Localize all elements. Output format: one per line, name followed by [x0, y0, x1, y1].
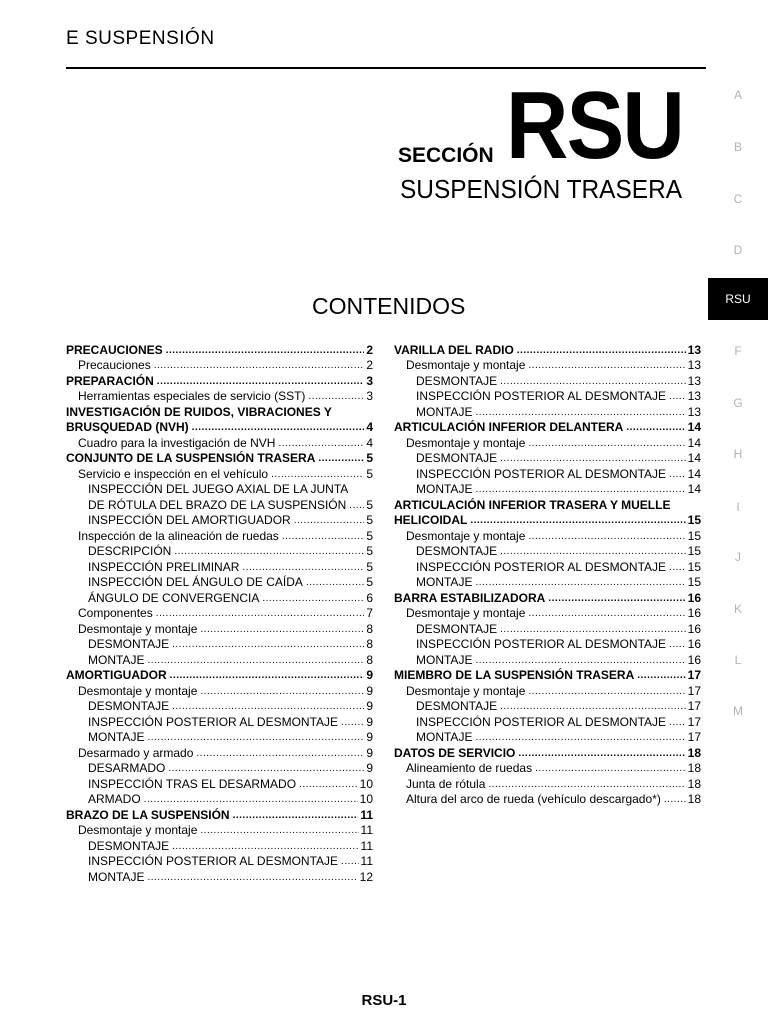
section-title: SUSPENSIÓN TRASERA	[400, 174, 683, 204]
toc-entry[interactable]	[394, 637, 701, 653]
toc-dot-leader	[500, 703, 686, 711]
toc-entry-title: DESARMADO	[88, 761, 166, 775]
toc-entry[interactable]	[394, 528, 701, 544]
toc-entry-title: INSPECCIÓN POSTERIOR AL DESMONTAJE	[88, 854, 339, 868]
toc-entry[interactable]	[394, 389, 701, 405]
toc-page-number: 4	[366, 420, 373, 434]
toc-dot-leader	[664, 796, 686, 804]
toc-page-number: 10	[359, 792, 373, 806]
toc-entry[interactable]	[66, 404, 373, 420]
toc-dot-leader	[500, 626, 686, 634]
toc-page-number: 9	[366, 699, 373, 713]
toc-page-number: 10	[359, 776, 373, 791]
toc-entry[interactable]	[394, 792, 701, 808]
toc-entry[interactable]	[66, 513, 373, 529]
toc-entry[interactable]	[394, 575, 701, 591]
toc-entry-title: BRUSQUEDAD (NVH)	[66, 420, 189, 434]
toc-page-number: 17	[687, 699, 701, 713]
toc-dot-leader	[669, 719, 686, 727]
toc-page-number: 5	[366, 497, 373, 512]
toc-entry[interactable]	[394, 683, 701, 699]
toc-page-number: 16	[687, 637, 701, 651]
toc-page-number: 18	[687, 761, 701, 775]
toc-entry[interactable]	[66, 358, 373, 374]
toc-entry-title: HELICOIDAL	[394, 513, 468, 527]
toc-entry-title: Cuadro para la investigación de NVH	[78, 435, 276, 450]
toc-entry-title: Desmontaje y montaje	[406, 683, 526, 698]
toc-entry[interactable]	[394, 761, 701, 777]
toc-entry-title: INSPECCIÓN DEL ÁNGULO DE CAÍDA	[88, 575, 303, 589]
toc-dot-leader	[172, 641, 364, 649]
toc-entry[interactable]	[66, 482, 373, 498]
toc-dot-leader	[500, 455, 686, 463]
toc-dot-leader	[517, 347, 686, 355]
toc-page-number: 13	[687, 373, 701, 388]
toc-dot-leader	[147, 657, 364, 665]
toc-dot-leader	[299, 781, 358, 789]
toc-entry[interactable]	[66, 420, 373, 436]
toc-left-column	[66, 342, 373, 885]
toc-dot-leader	[308, 393, 364, 401]
toc-page-number: 3	[366, 389, 373, 403]
toc-entry[interactable]	[394, 513, 701, 529]
toc-dot-leader	[262, 595, 364, 603]
toc-page-number: 5	[366, 559, 373, 574]
toc-entry-title: DESMONTAJE	[416, 373, 498, 388]
toc-dot-leader	[172, 843, 358, 851]
toc-entry-title: DATOS DE SERVICIO	[394, 745, 516, 760]
section-tab-f[interactable]: F	[734, 344, 742, 358]
toc-dot-leader	[626, 424, 685, 432]
toc-entry-title: Desmontaje y montaje	[406, 435, 526, 450]
toc-dot-leader	[500, 378, 686, 386]
toc-entry-title: ARMADO	[88, 792, 141, 806]
toc-entry[interactable]	[394, 699, 701, 715]
toc-entry-title: BRAZO DE LA SUSPENSIÓN	[66, 807, 230, 822]
toc-entry[interactable]	[394, 590, 701, 606]
toc-entry-title: BARRA ESTABILIZADORA	[394, 590, 546, 605]
toc-dot-leader	[156, 610, 365, 618]
toc-entry-title: DESCRIPCIÓN	[88, 544, 172, 558]
toc-entry[interactable]	[66, 342, 373, 358]
toc-entry[interactable]	[66, 544, 373, 560]
toc-dot-leader	[475, 579, 685, 587]
toc-entry-title: DESMONTAJE	[88, 699, 170, 713]
toc-page-number: 8	[366, 652, 373, 667]
toc-entry[interactable]	[394, 497, 701, 513]
toc-entry[interactable]	[394, 745, 701, 761]
toc-entry[interactable]	[394, 668, 701, 684]
toc-entry[interactable]	[66, 776, 373, 792]
toc-page-number: 14	[687, 466, 701, 481]
toc-page-number: 9	[366, 714, 373, 729]
toc-entry-title: INSPECCIÓN POSTERIOR AL DESMONTAJE	[416, 637, 667, 651]
toc-entry-title: MONTAJE	[416, 652, 473, 667]
toc-page-number: 5	[366, 544, 373, 558]
toc-page-number: 9	[366, 668, 373, 682]
toc-dot-leader	[282, 533, 365, 541]
toc-entry-title: Componentes	[78, 606, 153, 620]
toc-dot-leader	[200, 626, 364, 634]
toc-page-number: 5	[366, 513, 373, 527]
toc-entry[interactable]	[66, 652, 373, 668]
toc-dot-leader	[669, 564, 686, 572]
toc-page-number: 5	[366, 451, 373, 465]
toc-entry-title: INSPECCIÓN DEL JUEGO AXIAL DE LA JUNTA	[88, 482, 349, 496]
toc-entry-title: Servicio e inspección en el vehículo	[78, 466, 269, 481]
toc-entry[interactable]	[66, 854, 373, 870]
toc-entry[interactable]	[66, 714, 373, 730]
toc-entry[interactable]	[66, 373, 373, 389]
toc-entry-title: Inspección de la alineación de ruedas	[78, 528, 279, 543]
toc-entry[interactable]	[394, 451, 701, 467]
toc-page-number: 17	[687, 730, 701, 744]
toc-page-number: 9	[366, 761, 373, 775]
toc-page-number: 15	[687, 513, 701, 527]
toc-entry-title: DESMONTAJE	[416, 544, 498, 558]
toc-entry[interactable]	[66, 497, 373, 513]
toc-dot-leader	[192, 424, 365, 432]
toc-dot-leader	[475, 657, 685, 665]
toc-page-number: 11	[360, 854, 373, 868]
toc-entry[interactable]	[66, 451, 373, 467]
toc-dot-leader	[242, 564, 364, 572]
toc-page-number: 2	[366, 358, 373, 372]
toc-entry[interactable]	[394, 544, 701, 560]
toc-page-number: 5	[366, 575, 373, 589]
seccion-label: SECCIÓN	[398, 144, 494, 167]
toc-dot-leader	[306, 579, 364, 587]
toc-dot-leader	[349, 502, 364, 510]
toc-page-number: 9	[366, 730, 373, 744]
toc-entry-title: Junta de rótula	[406, 776, 486, 791]
toc-entry[interactable]	[66, 559, 373, 575]
toc-page-number: 8	[366, 637, 373, 651]
toc-entry[interactable]	[66, 575, 373, 591]
toc-dot-leader	[271, 471, 364, 479]
toc-entry-title: DESMONTAJE	[88, 637, 170, 651]
toc-entry-title: Desarmado y armado	[78, 745, 194, 760]
toc-dot-leader	[147, 874, 357, 882]
toc-page-number: 17	[687, 668, 701, 682]
toc-page-number: 13	[687, 404, 701, 419]
toc-entry-title: DE RÓTULA DEL BRAZO DE LA SUSPENSIÓN	[88, 497, 347, 512]
toc-dot-leader	[475, 486, 685, 494]
toc-entry[interactable]	[66, 389, 373, 405]
toc-dot-leader	[518, 750, 685, 758]
toc-page-number: 15	[687, 575, 701, 589]
toc-entry-title: VARILLA DEL RADIO	[394, 342, 514, 357]
toc-entry[interactable]	[66, 606, 373, 622]
toc-entry-title: INSPECCIÓN POSTERIOR AL DESMONTAJE	[88, 714, 339, 729]
toc-page-number: 3	[366, 373, 373, 388]
toc-entry[interactable]	[394, 776, 701, 792]
toc-entry-title: MONTAJE	[88, 652, 145, 667]
toc-entry[interactable]	[66, 637, 373, 653]
toc-entry-title: DESMONTAJE	[416, 621, 498, 636]
toc-entry[interactable]	[66, 792, 373, 808]
toc-entry-title: Desmontaje y montaje	[406, 606, 526, 620]
toc-entry-title: MONTAJE	[88, 869, 145, 884]
toc-entry[interactable]	[66, 807, 373, 823]
toc-entry[interactable]	[394, 730, 701, 746]
toc-dot-leader	[470, 517, 685, 525]
toc-dot-leader	[535, 765, 686, 773]
toc-entry-title: ARTICULACIÓN INFERIOR DELANTERA	[394, 420, 624, 434]
toc-page-number: 14	[687, 420, 701, 434]
toc-page-number: 13	[687, 389, 701, 403]
toc-dot-leader	[669, 471, 686, 479]
toc-page-number: 2	[366, 342, 373, 357]
toc-entry-title: MIEMBRO DE LA SUSPENSIÓN TRASERA	[394, 668, 635, 682]
toc-right-column	[394, 342, 701, 807]
section-tab-h[interactable]: H	[733, 447, 743, 461]
toc-dot-leader	[669, 393, 686, 401]
toc-dot-leader	[168, 765, 364, 773]
toc-page-number: 14	[687, 482, 701, 496]
toc-page-number: 8	[366, 621, 373, 636]
toc-dot-leader	[166, 347, 365, 355]
toc-page-number: 17	[687, 714, 701, 729]
toc-page-number: 16	[687, 652, 701, 667]
toc-entry-title: INSPECCIÓN PRELIMINAR	[88, 559, 240, 574]
toc-dot-leader	[637, 672, 685, 680]
section-tab-m[interactable]: M	[733, 704, 743, 718]
toc-page-number: 5	[366, 466, 373, 481]
toc-dot-leader	[278, 440, 364, 448]
toc-page-number: 11	[360, 823, 373, 837]
toc-entry-title: INVESTIGACIÓN DE RUIDOS, VIBRACIONES Y	[66, 404, 332, 419]
toc-page-number: 17	[687, 683, 701, 698]
toc-entry-title: INSPECCIÓN POSTERIOR AL DESMONTAJE	[416, 559, 667, 574]
section-tabs	[708, 80, 768, 740]
toc-page-number: 14	[687, 435, 701, 450]
toc-dot-leader	[528, 533, 685, 541]
toc-dot-leader	[196, 750, 364, 758]
toc-page-number: 13	[687, 342, 701, 357]
section-header: E SUSPENSIÓN	[66, 28, 215, 49]
toc-page-number: 15	[687, 544, 701, 558]
toc-entry-title: MONTAJE	[416, 482, 473, 496]
toc-entry[interactable]	[394, 606, 701, 622]
toc-dot-leader	[528, 610, 685, 618]
toc-dot-leader	[172, 703, 364, 711]
toc-entry[interactable]	[66, 823, 373, 839]
toc-entry[interactable]	[394, 358, 701, 374]
section-tab-a[interactable]: A	[733, 88, 742, 102]
toc-entry-title: MONTAJE	[88, 730, 145, 744]
toc-entry[interactable]	[66, 761, 373, 777]
toc-dot-leader	[157, 378, 365, 386]
toc-dot-leader	[174, 548, 364, 556]
toc-page-number: 7	[366, 606, 373, 620]
toc-entry-title: INSPECCIÓN TRAS EL DESARMADO	[88, 776, 297, 791]
toc-entry-title: INSPECCIÓN POSTERIOR AL DESMONTAJE	[416, 714, 667, 729]
toc-dot-leader	[488, 781, 685, 789]
toc-entry[interactable]	[394, 373, 701, 389]
toc-page-number: 6	[366, 590, 373, 605]
toc-dot-leader	[528, 362, 685, 370]
toc-dot-leader	[294, 517, 365, 525]
toc-dot-leader	[170, 672, 365, 680]
header-rule	[66, 67, 706, 69]
toc-entry-title: PREPARACIÓN	[66, 373, 154, 388]
section-tab-g[interactable]: G	[733, 396, 743, 410]
toc-dot-leader	[200, 827, 358, 835]
toc-entry-title: Precauciones	[78, 358, 151, 372]
toc-dot-leader	[528, 440, 685, 448]
toc-dot-leader	[154, 362, 365, 370]
toc-page-number: 16	[687, 621, 701, 636]
toc-entry-title: Herramientas especiales de servicio (SST)	[78, 389, 306, 403]
toc-page-number: 5	[366, 528, 373, 543]
toc-entry-title: INSPECCIÓN POSTERIOR AL DESMONTAJE	[416, 466, 667, 481]
toc-entry-title: MONTAJE	[416, 404, 473, 419]
section-tab-rsu[interactable]: RSU	[708, 278, 768, 320]
toc-entry[interactable]	[66, 869, 373, 885]
toc-entry-title: Desmontaje y montaje	[78, 683, 198, 698]
toc-entry-title: INSPECCIÓN POSTERIOR AL DESMONTAJE	[416, 389, 667, 403]
toc-dot-leader	[233, 812, 359, 820]
toc-dot-leader	[475, 409, 685, 417]
toc-entry-title: Desmontaje y montaje	[78, 823, 198, 837]
section-tab-c[interactable]: C	[733, 192, 743, 206]
toc-entry[interactable]	[394, 482, 701, 498]
toc-page-number: 18	[687, 792, 701, 806]
toc-entry[interactable]	[66, 621, 373, 637]
toc-entry[interactable]	[66, 528, 373, 544]
toc-entry[interactable]	[66, 590, 373, 606]
toc-dot-leader	[318, 455, 364, 463]
toc-entry-title: INSPECCIÓN DEL AMORTIGUADOR	[88, 513, 291, 527]
toc-entry-title: DESMONTAJE	[88, 838, 170, 853]
toc-entry[interactable]	[394, 621, 701, 637]
toc-entry-title: ÁNGULO DE CONVERGENCIA	[88, 590, 260, 605]
toc-dot-leader	[341, 719, 364, 727]
toc-dot-leader	[528, 688, 685, 696]
toc-entry[interactable]	[394, 559, 701, 575]
section-tab-i[interactable]: I	[736, 500, 740, 514]
toc-page-number: 18	[687, 776, 701, 791]
toc-dot-leader	[475, 734, 685, 742]
toc-entry-title: MONTAJE	[416, 730, 473, 744]
toc-dot-leader	[144, 796, 358, 804]
toc-entry-title: ARTICULACIÓN INFERIOR TRASERA Y MUELLE	[394, 497, 671, 512]
section-tab-l[interactable]: L	[734, 653, 742, 667]
toc-dot-leader	[341, 858, 358, 866]
toc-dot-leader	[147, 734, 364, 742]
toc-entry-title: Desmontaje y montaje	[78, 621, 198, 636]
toc-entry-title: DESMONTAJE	[416, 699, 498, 713]
toc-entry[interactable]	[66, 699, 373, 715]
toc-entry[interactable]	[66, 466, 373, 482]
toc-entry[interactable]	[394, 435, 701, 451]
toc-dot-leader	[500, 548, 686, 556]
section-tab-d[interactable]: D	[733, 243, 743, 257]
contents-heading: CONTENIDOS	[312, 293, 466, 319]
toc-entry-title: Alineamiento de ruedas	[406, 761, 533, 775]
toc-dot-leader	[200, 688, 364, 696]
section-tab-j[interactable]: J	[735, 550, 741, 564]
page-number: RSU-1	[361, 992, 407, 1009]
toc-entry[interactable]	[66, 435, 373, 451]
toc-page-number: 13	[687, 358, 701, 372]
toc-entry-title: AMORTIGUADOR	[66, 668, 167, 682]
toc-entry[interactable]	[66, 838, 373, 854]
toc-entry-title: Altura del arco de rueda (vehículo descargado*)	[406, 792, 661, 806]
toc-entry-title: Desmontaje y montaje	[406, 358, 526, 372]
section-code: RSU	[506, 72, 684, 179]
toc-page-number: 11	[360, 838, 373, 853]
toc-entry-title: CONJUNTO DE LA SUSPENSIÓN TRASERA	[66, 451, 316, 465]
toc-entry[interactable]	[394, 466, 701, 482]
toc-entry[interactable]	[66, 683, 373, 699]
toc-entry-title: MONTAJE	[416, 575, 473, 589]
toc-page-number: 9	[366, 683, 373, 698]
toc-page-number: 15	[687, 559, 701, 574]
toc-entry[interactable]	[394, 342, 701, 358]
toc-page-number: 18	[687, 745, 701, 760]
toc-page-number: 11	[360, 807, 373, 822]
toc-page-number: 9	[366, 745, 373, 760]
toc-entry[interactable]	[66, 668, 373, 684]
toc-page-number: 16	[687, 606, 701, 620]
toc-page-number: 12	[359, 869, 373, 884]
toc-entry[interactable]	[394, 404, 701, 420]
toc-page-number: 16	[687, 590, 701, 605]
toc-entry[interactable]	[66, 745, 373, 761]
toc-entry-title: PRECAUCIONES	[66, 342, 163, 357]
section-tab-k[interactable]: K	[733, 602, 742, 616]
toc-page-number: 14	[687, 451, 701, 465]
toc-entry-title: DESMONTAJE	[416, 451, 498, 465]
toc-page-number: 4	[366, 435, 373, 450]
section-tab-b[interactable]: B	[733, 140, 742, 154]
toc-entry[interactable]	[394, 652, 701, 668]
toc-dot-leader	[669, 641, 686, 649]
toc-entry[interactable]	[394, 420, 701, 436]
toc-entry[interactable]	[394, 714, 701, 730]
toc-dot-leader	[548, 595, 685, 603]
toc-entry-title: Desmontaje y montaje	[406, 528, 526, 543]
toc-entry[interactable]	[66, 730, 373, 746]
toc-page-number: 15	[687, 528, 701, 543]
